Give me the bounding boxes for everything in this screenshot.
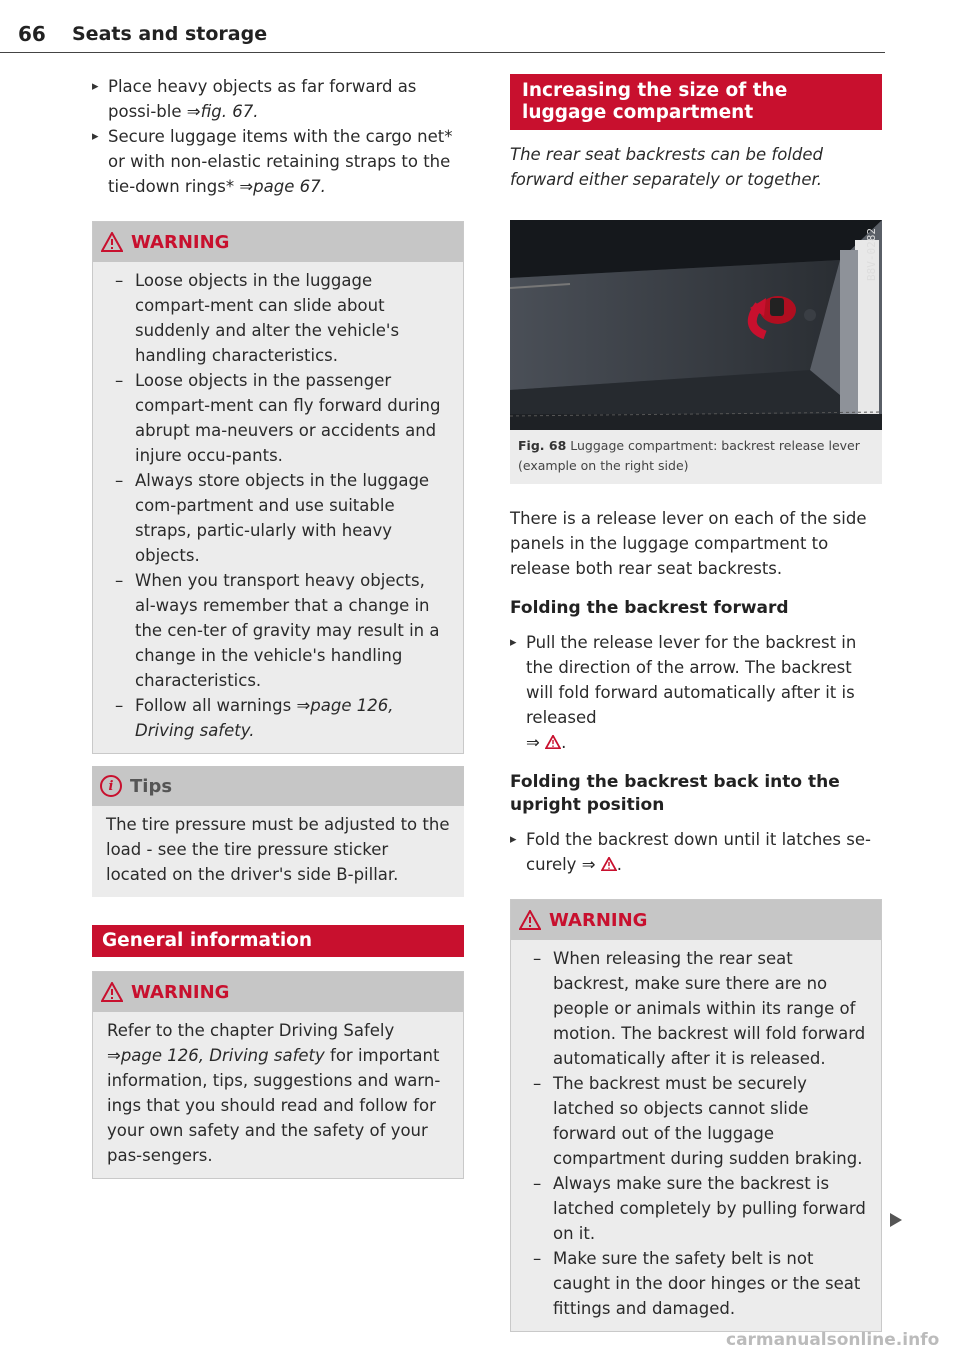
warning-item: – Always store objects in the luggage com-partment and use suitable straps, partic-ularly with heavy objects. (107, 468, 449, 568)
tips-body: The tire pressure must be adjusted to the load - see the tire pressure sticker located on the driver's side B-pillar. (106, 815, 450, 884)
warning-item: – Follow all warnings ⇒page 126, Driving safety. (107, 693, 449, 743)
page-header (0, 22, 885, 53)
warning-header (93, 222, 463, 262)
bullet-item: ▸ Secure luggage items with the cargo net* or with non-elastic retaining straps to the tie-down rings* ⇒page 67. (92, 124, 464, 199)
warning-body (93, 262, 463, 753)
section-heading: Increasing the size of the luggage compartment (510, 74, 882, 130)
warning-body (511, 940, 881, 1331)
tips-header (92, 766, 464, 806)
tips-heading: Tips (130, 775, 173, 797)
cross-ref-link[interactable]: ⇒ (526, 733, 540, 752)
warning-triangle-icon (101, 232, 123, 252)
warning-item: – When releasing the rear seat backrest, make sure there are no people or animals within its range of motion. The backrest will fold forward automatically after it is released. (525, 946, 867, 1071)
luggage-compartment-illustration (510, 220, 882, 430)
luggage-compartment-photo (510, 220, 882, 430)
warning-item: – Loose objects in the luggage compart-ment can slide about suddenly and alter the vehicle's handling characteristics. (107, 268, 449, 368)
warning-item: – When you transport heavy objects, al-ways remember that a change in the cen-ter of gravity may result in a change in the vehicle's handling characteristics. (107, 568, 449, 693)
figure-caption: Fig. 68 Luggage compartment: backrest release lever (example on the right side) (510, 430, 882, 484)
continue-arrow-icon (890, 1213, 902, 1227)
page-number: 66 (18, 22, 46, 46)
info-icon: i (100, 775, 122, 797)
subheading: Folding the backrest back into the upright position (510, 772, 840, 815)
section-intro: The rear seat backrests can be folded forward either separately or together. (510, 145, 823, 189)
cross-ref-link[interactable]: ⇒ (581, 855, 596, 874)
watermark: carmanualsonline.info (726, 1330, 940, 1350)
warning-triangle-icon (101, 982, 123, 1002)
cross-ref-link[interactable]: ⇒fig. 67. (186, 102, 259, 121)
chapter-title: Seats and storage (72, 23, 268, 45)
left-column (92, 74, 464, 1179)
warning-triangle-icon (519, 910, 541, 930)
warning-heading: WARNING (131, 981, 230, 1003)
right-column (510, 74, 882, 1332)
body-paragraph: There is a release lever on each of the side panels in the luggage compartment to release both rear seat backrests. (510, 509, 867, 578)
warning-item: – Loose objects in the passenger compart-ment can fly forward during abrupt ma-neuvers or accidents and injure occu-pants. (107, 368, 449, 468)
figure-label: Fig. 68 (518, 438, 567, 453)
warning-header (511, 900, 881, 940)
cross-ref-link[interactable]: ⇒page 67. (239, 177, 326, 196)
bullet-item: ▸ Place heavy objects as far forward as possi-ble ⇒fig. 67. (92, 74, 464, 124)
warning-box (92, 971, 464, 1179)
warning-box (92, 221, 464, 754)
warning-box (510, 899, 882, 1332)
tips-box (92, 766, 464, 897)
warning-heading: WARNING (549, 909, 648, 931)
bullet-item: ▸ Pull the release lever for the backrest in the direction of the arrow. The backrest will fold forward automatically after it is released ⇒ . (510, 630, 882, 755)
figure-code: B8V-0282 (865, 228, 878, 281)
warning-triangle-icon (601, 857, 617, 871)
warning-item: – Make sure the safety belt is not caught in the door hinges or the seat fittings and damaged. (525, 1246, 867, 1321)
warning-item: – Always make sure the backrest is latched completely by pulling forward on it. (525, 1171, 867, 1246)
section-heading: General information (92, 925, 464, 957)
warning-triangle-icon (545, 735, 561, 749)
subheading: Folding the backrest forward (510, 598, 789, 618)
warning-item: – The backrest must be securely latched so objects cannot slide forward out of the luggage compartment during sudden braking. (525, 1071, 867, 1171)
warning-body: Refer to the chapter Driving Safely ⇒page 126, Driving safety for important information, tips, suggestions and warn-ings that you should read and follow for your own safety and the safety of your pas-sengers. (107, 1021, 441, 1165)
cross-ref-link[interactable]: ⇒page 126, Driving safety. (135, 696, 394, 740)
bullet-item: ▸ Fold the backrest down until it latches se-curely ⇒ . (510, 827, 882, 877)
warning-header (93, 972, 463, 1012)
cross-ref-link[interactable]: ⇒page 126, Driving safety (107, 1046, 325, 1065)
warning-heading: WARNING (131, 231, 230, 253)
